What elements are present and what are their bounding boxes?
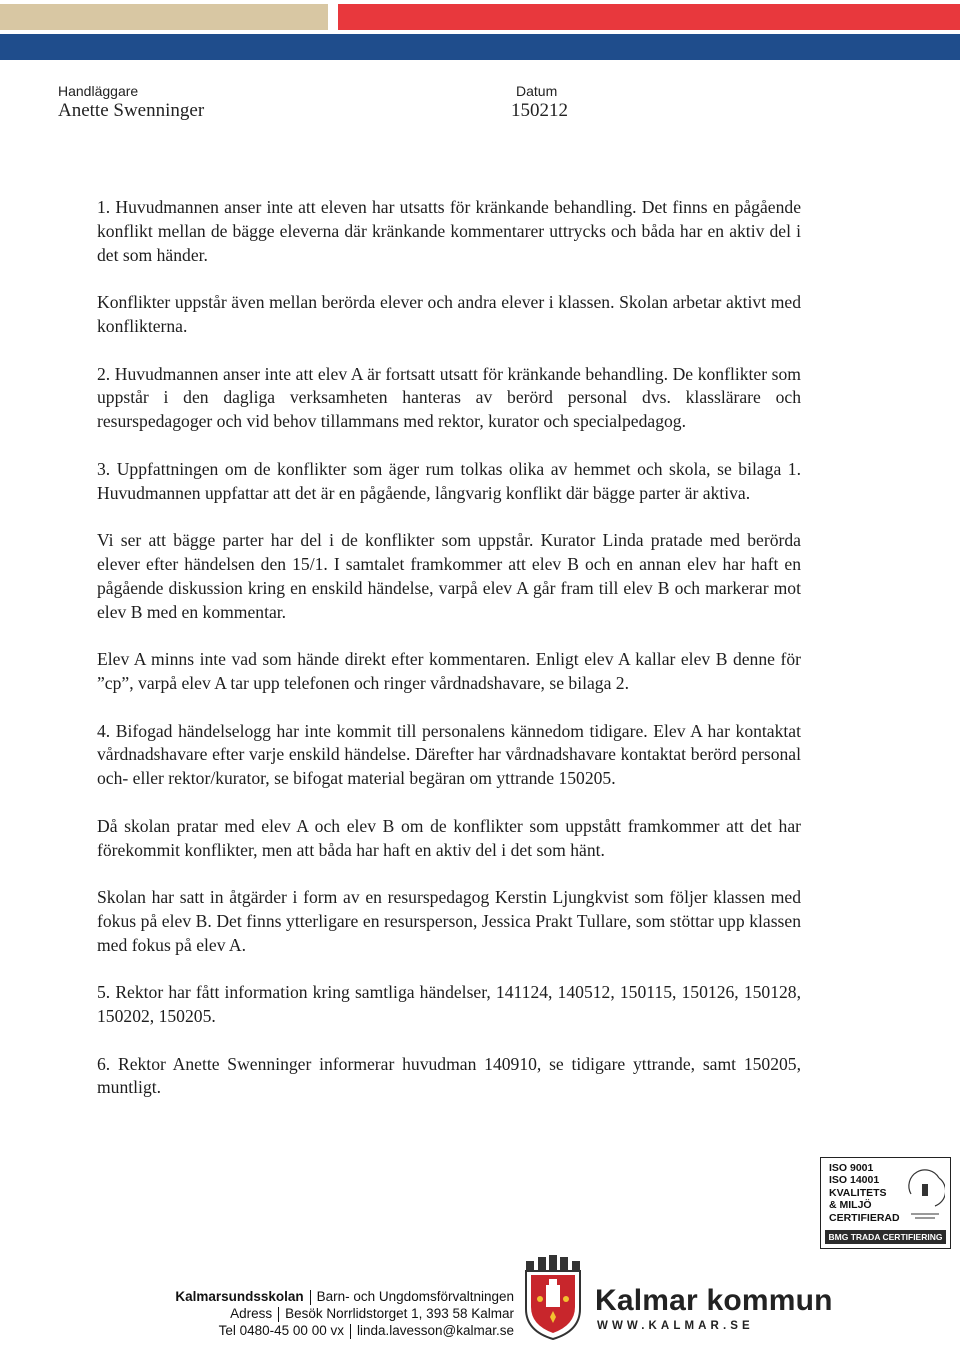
footer-divider <box>310 1290 311 1305</box>
handler-label: Handläggare <box>58 83 139 99</box>
cert-line-certifierad: CERTIFIERAD <box>829 1211 900 1224</box>
footer-contact <box>130 1288 514 1339</box>
paragraph-5: Vi ser att bägge parter har del i de konflikter som uppstår. Kurator Linda pratade med berörda elever efter händelsen den 15/1. I samtalet framkommer att elev B och en annan elev har haft en pågående diskussion kring en enskild händelse, varpå elev A går fram till elev B och markerar mot elev B med en kommentar. <box>97 530 801 622</box>
paragraph-8: Då skolan pratar med elev A och elev B om de konflikter som uppstått framkommer att det har förekommit konflikter, men att båda har haft en aktiv del i det som hänt. <box>97 815 801 860</box>
kalmar-crest-icon <box>522 1255 584 1340</box>
footer-address-label: Adress <box>230 1306 273 1321</box>
cert-line-iso9001: ISO 9001 <box>829 1162 874 1174</box>
date-value: 150212 <box>511 100 568 121</box>
kalmar-kommun-logo-text: Kalmar kommun <box>595 1284 833 1317</box>
footer-school: Kalmarsundsskolan <box>175 1289 304 1304</box>
header-band-red <box>338 4 960 30</box>
footer-address: Besök Norrlidstorget 1, 393 58 Kalmar <box>285 1306 514 1321</box>
header-band-blue <box>0 34 960 60</box>
document-body <box>97 196 801 1124</box>
footer-phone: Tel 0480-45 00 00 vx <box>218 1323 344 1338</box>
header-band-tan <box>0 4 328 30</box>
date-label: Datum <box>516 83 558 99</box>
footer-divider <box>350 1324 351 1339</box>
footer-email[interactable]: linda.lavesson@kalmar.se <box>356 1323 514 1338</box>
bmg-trada-label: BMG TRADA CERTIFIERING <box>825 1230 946 1244</box>
paragraph-6: Elev A minns inte vad som hände direkt efter kommentaren. Enligt elev A kallar elev B denne för ”cp”, varpå elev A tar upp telefonen och ringer vårdnadshavare, se bilaga 2. <box>97 649 801 693</box>
footer-line-1 <box>130 1288 514 1305</box>
paragraph-7: 4. Bifogad händelselogg har inte kommit till personalens kännedom tidigare. Elev A har kontaktat vårdnadshavare efter varje enskild händelse. Därefter har vårdnadshavare kontaktat berörd personal och- eller rektor/kurator, se bifogat material begäran om yttrande 150205. <box>97 720 801 789</box>
paragraph-9: Skolan har satt in åtgärder i form av en resurspedagog Kerstin Ljungkvist som följer klassen med fokus på elev B. Det finns ytterligare en resursperson, Jessica Prakt Tullare, som stöttar upp klassen med fokus på elev A. <box>97 887 801 955</box>
footer-department: Barn- och Ungdomsförvaltningen <box>316 1289 514 1304</box>
paragraph-4: 3. Uppfattningen om de konflikter som äger rum tolkas olika av hemmet och skola, se bilaga 1. Huvudmannen uppfattar att det är en pågående, långvarig konflikt där bägge parter är aktiva. <box>97 458 801 503</box>
cert-line-miljo: & MILJÖ <box>829 1199 872 1212</box>
footer-line-3 <box>130 1322 514 1339</box>
paragraph-1: 1. Huvudmannen anser inte att eleven har utsatts för kränkande behandling. Det finns en pågående konflikt mellan de bägge eleverna där kränkande kommentarer uttrycks och båda har en aktiv del i det som händer. <box>97 197 801 265</box>
certification-text <box>829 1162 900 1224</box>
paragraph-2: Konflikter uppstår även mellan berörda elever och andra elever i klassen. Skolan arbetar aktivt med konflikterna. <box>97 292 801 336</box>
certification-badge <box>820 1157 951 1249</box>
paragraph-3: 2. Huvudmannen anser inte att elev A är fortsatt utsatt för kränkande behandling. De konflikter som uppstår i den dagliga verksamheten hanteras av berörd personal dvs. klasslärare och resurspedagoger och vid behov tillammans med rektor, kurator och specialpedagog. <box>97 363 801 432</box>
paragraph-10: 5. Rektor har fått information kring samtliga händelser, 141124, 140512, 150115, 150126, 150128, 150202, 150205. <box>97 982 801 1027</box>
cert-line-iso14001: ISO 14001 <box>829 1174 880 1187</box>
footer-divider <box>278 1307 279 1322</box>
paragraph-11: 6. Rektor Anette Swenninger informerar huvudman 140910, se tidigare yttrande, samt 150205, muntligt. <box>97 1053 801 1098</box>
footer-line-2 <box>130 1305 514 1322</box>
handler-name: Anette Swenninger <box>58 100 205 121</box>
kalmar-url[interactable]: WWW.KALMAR.SE <box>597 1320 754 1332</box>
cert-line-kvalitets: KVALITETS <box>829 1186 887 1199</box>
swedac-seal-icon <box>905 1164 945 1222</box>
